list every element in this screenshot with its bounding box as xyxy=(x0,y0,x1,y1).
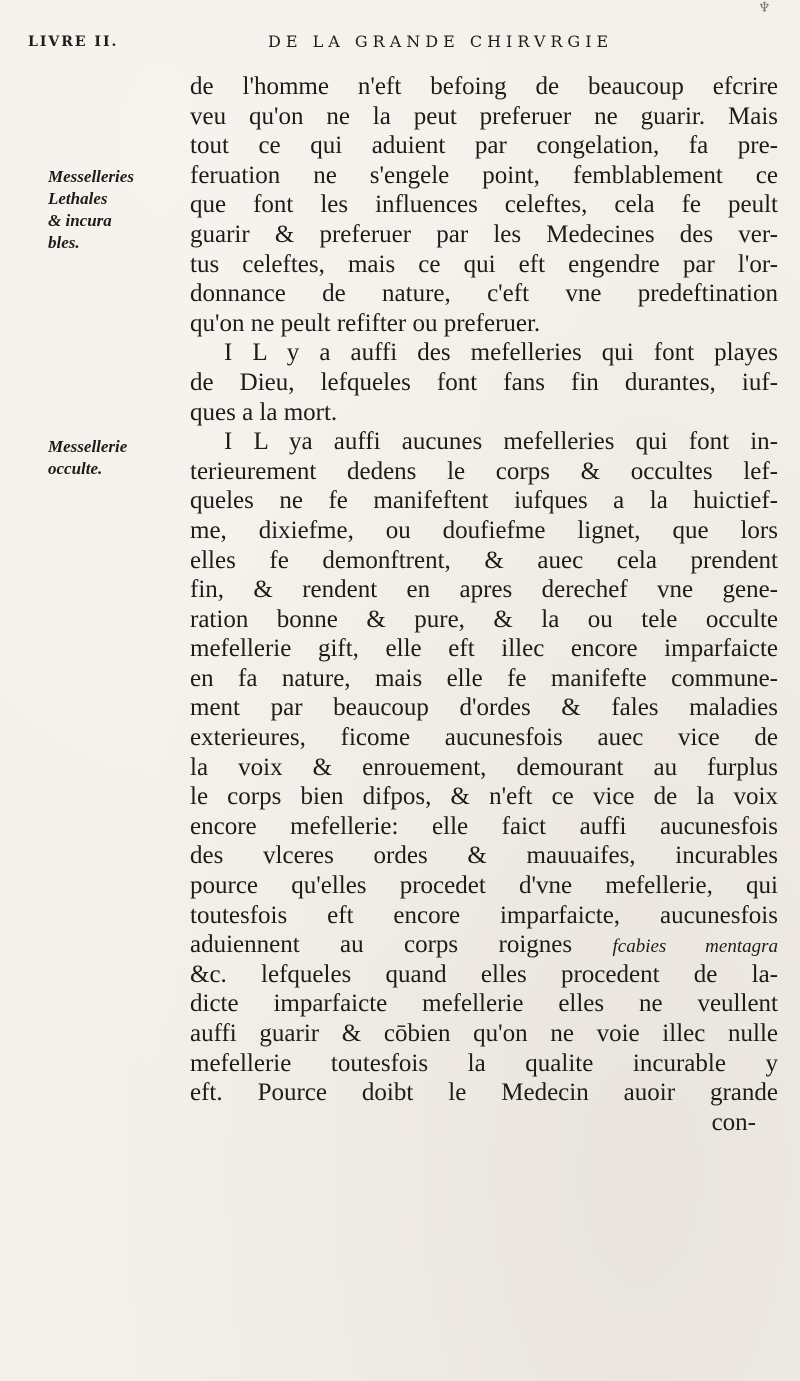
text-line: en fa nature, mais elle fe manifefte commune- xyxy=(190,664,778,692)
paragraph-start: I L ya auffi aucunes mefelleries qui font in- xyxy=(224,428,778,456)
text-line: elles fe demonftrent, & auec cela prendent xyxy=(190,546,778,574)
margin-note-lethal xyxy=(48,166,168,254)
text-line: le corps bien difpos, & n'eft ce vice de la voix xyxy=(190,783,778,811)
italic-term: fcabies mentagra xyxy=(612,936,779,958)
running-head xyxy=(28,32,772,62)
paragraph-start: I L y a auffi des mefelleries qui font playes xyxy=(224,339,778,367)
text-line: ration bonne & pure, & la ou tele occulte xyxy=(190,605,778,633)
text-line: tout ce qui aduient par congelation, fa pre- xyxy=(190,132,778,160)
margin-note-line: & incura xyxy=(48,211,112,230)
catchword: con- xyxy=(711,1108,756,1136)
text-line: eft. Pource doibt le Medecin auoir grande xyxy=(190,1079,778,1107)
margin-note-occult xyxy=(48,436,168,480)
margin-note-line: Messelleries xyxy=(48,167,134,186)
text-line: encore mefellerie: elle faict auffi aucunesfois xyxy=(190,812,778,840)
text-line: ques a la mort. xyxy=(190,398,338,426)
margin-note-line: occulte. xyxy=(48,459,103,478)
text-line: auffi guarir & cōbien qu'on ne voie illec nulle xyxy=(190,1020,778,1047)
text-line: la voix & enrouement, demourant au furplus xyxy=(190,753,778,781)
text-line: me, dixiefme, ou doufiefme lignet, que lors xyxy=(190,516,778,544)
text-line: qu'on ne peult refifter ou preferuer. xyxy=(190,309,541,337)
text-line: feruation ne s'engele point, femblablement ce xyxy=(190,161,778,189)
text-line: des vlceres ordes & mauuaifes, incurables xyxy=(190,842,778,870)
text-line: tus celeftes, mais ce qui eft engendre par l'or- xyxy=(190,250,778,278)
running-head-book-number: LIVRE II. xyxy=(28,34,119,50)
body-text xyxy=(190,72,778,1137)
text-line: ment par beaucoup d'ordes & fales maladies xyxy=(190,694,778,722)
ink-mark-icon: ♆ xyxy=(758,0,771,16)
text-line: exterieures, ficome aucunesfois auec vice de xyxy=(190,724,778,752)
margin-note-line: Lethales xyxy=(48,189,108,208)
text-line: donnance de nature, c'eft vne predeftination xyxy=(190,280,778,308)
text-line: pource qu'elles procedet d'vne mefellerie, qui xyxy=(190,872,778,900)
text-line: fin, & rendent en apres derechef vne gene- xyxy=(190,576,778,604)
running-head-title: DE LA GRANDE CHIRVRGIE xyxy=(268,32,614,51)
text-line: de Dieu, lefqueles font fans fin durantes, iuf- xyxy=(190,368,778,396)
text-line: dicte imparfaicte mefellerie elles ne veullent xyxy=(190,990,778,1018)
text-line-with-italic xyxy=(190,930,778,960)
text-line: &c. lefqueles quand elles procedent de la- xyxy=(190,960,778,988)
text-line: guarir & preferuer par les Medecines des ver- xyxy=(190,220,778,248)
margin-note-line: bles. xyxy=(48,233,80,252)
text-line: queles ne fe manifeftent iufques a la huictief- xyxy=(190,487,778,515)
text-line: veu qu'on ne la peut preferuer ne guarir. Mais xyxy=(190,102,778,130)
text-line: de l'homme n'eft befoing de beaucoup efcrire xyxy=(190,73,778,100)
text-line: terieurement dedens le corps & occultes lef- xyxy=(190,457,778,485)
text-line: toutesfois eft encore imparfaicte, aucunesfois xyxy=(190,901,778,929)
text-line: mefellerie gift, elle eft illec encore imparfaicte xyxy=(190,635,778,663)
text-fragment: aduiennent au corps roignes xyxy=(190,931,573,959)
text-line: mefellerie toutesfois la qualite incurable y xyxy=(190,1049,778,1077)
text-line: que font les influences celeftes, cela fe peult xyxy=(190,191,778,219)
margin-note-line: Messellerie xyxy=(48,437,128,456)
